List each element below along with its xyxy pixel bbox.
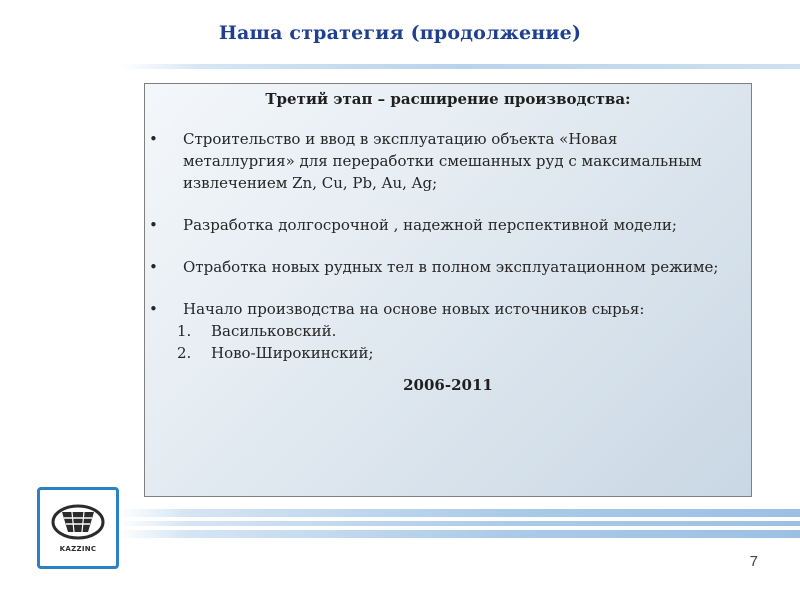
top-divider bbox=[120, 64, 800, 69]
period-label: 2006-2011 bbox=[403, 376, 493, 394]
sub-list bbox=[163, 320, 733, 364]
company-logo bbox=[37, 487, 119, 569]
stripe bbox=[118, 530, 800, 538]
sub-item-text: Ново-Широкинский; bbox=[211, 344, 374, 362]
list-item: • Отработка новых рудных тел в полном эксплуатационном режиме; bbox=[163, 256, 733, 278]
list-item: • Разработка долгосрочной , надежной перспективной модели; bbox=[163, 214, 733, 236]
sub-item-text: Васильковский. bbox=[211, 322, 337, 340]
list-item bbox=[163, 298, 733, 364]
stripe bbox=[118, 521, 800, 526]
sub-list-item bbox=[163, 342, 733, 364]
stripe bbox=[118, 509, 800, 517]
slide-number: 7 bbox=[749, 553, 758, 570]
stage-heading: Третий этап – расширение производства: bbox=[265, 90, 631, 108]
kazzinc-logo-icon bbox=[50, 502, 106, 544]
sub-item-number: 1. bbox=[177, 322, 192, 340]
list-item-text: Начало производства на основе новых источников сырья: bbox=[183, 300, 645, 318]
sub-item-number: 2. bbox=[177, 344, 192, 362]
logo-text: KAZZINC bbox=[59, 545, 97, 553]
content-box bbox=[144, 83, 752, 497]
bullet-list bbox=[163, 128, 733, 364]
sub-list-item bbox=[163, 320, 733, 342]
list-item: • Строительство и ввод в эксплуатацию объекта «Новая металлургия» для переработки смешанных руд с максимальным извлечением Zn, Cu, Pb, Au, Ag; bbox=[163, 128, 733, 194]
bottom-decoration bbox=[118, 503, 800, 543]
slide-title: Наша стратегия (продолжение) bbox=[218, 22, 582, 44]
